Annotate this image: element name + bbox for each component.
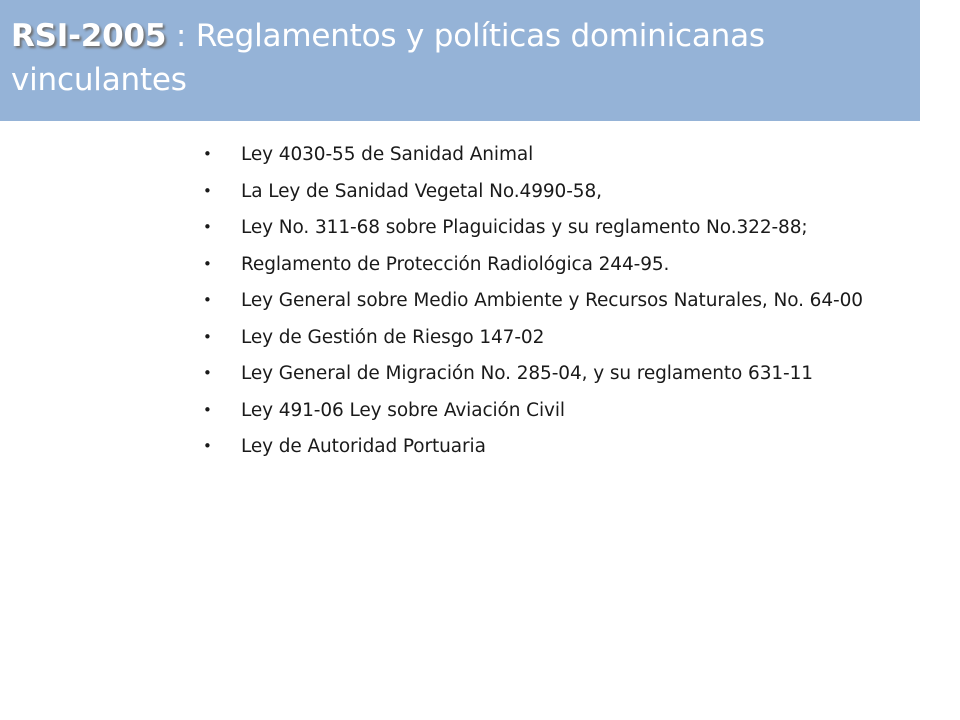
bullet-icon: • <box>203 327 212 346</box>
list-item-text: Ley 4030-55 de Sanidad Animal <box>241 144 534 165</box>
list-item <box>200 326 900 349</box>
bullet-icon: • <box>203 291 212 309</box>
list-item-text: Ley General de Migración No. 285-04, y su reglamento 631-11 <box>241 363 813 384</box>
title-bar <box>0 0 920 121</box>
bullet-icon: • <box>203 437 212 455</box>
list-item <box>200 289 900 312</box>
bullet-icon: • <box>203 254 212 273</box>
list-item <box>200 180 900 203</box>
list-item <box>200 362 900 385</box>
bullet-icon: • <box>203 181 212 200</box>
list-item-text: Ley No. 311-68 sobre Plaguicidas y su reglamento No.322-88; <box>241 217 808 238</box>
list-item <box>200 253 900 276</box>
list-item <box>200 435 900 458</box>
list-item-text: Ley de Autoridad Portuaria <box>241 436 486 457</box>
bullet-icon: • <box>203 218 212 236</box>
bullet-icon: • <box>203 400 212 419</box>
list-item-text: Reglamento de Protección Radiológica 244-95. <box>241 253 670 275</box>
bullet-list <box>200 143 900 472</box>
list-item-text: Ley General sobre Medio Ambiente y Recursos Naturales, No. 64-00 <box>241 290 863 311</box>
list-item <box>200 216 900 239</box>
list-item <box>200 399 900 422</box>
bullet-icon: • <box>203 364 212 382</box>
list-item-text: La Ley de Sanidad Vegetal No.4990-58, <box>241 180 602 202</box>
bullet-icon: • <box>203 145 212 163</box>
list-item-text: Ley 491-06 Ley sobre Aviación Civil <box>241 399 565 421</box>
list-item-text: Ley de Gestión de Riesgo 147-02 <box>241 326 545 348</box>
title-text: Reglamentos y políticas dominicanas vinculantes <box>11 18 765 98</box>
title-separator: : <box>166 18 196 54</box>
list-item <box>200 143 900 166</box>
title-code: RSI-2005 <box>11 18 167 54</box>
slide-title <box>11 14 911 102</box>
